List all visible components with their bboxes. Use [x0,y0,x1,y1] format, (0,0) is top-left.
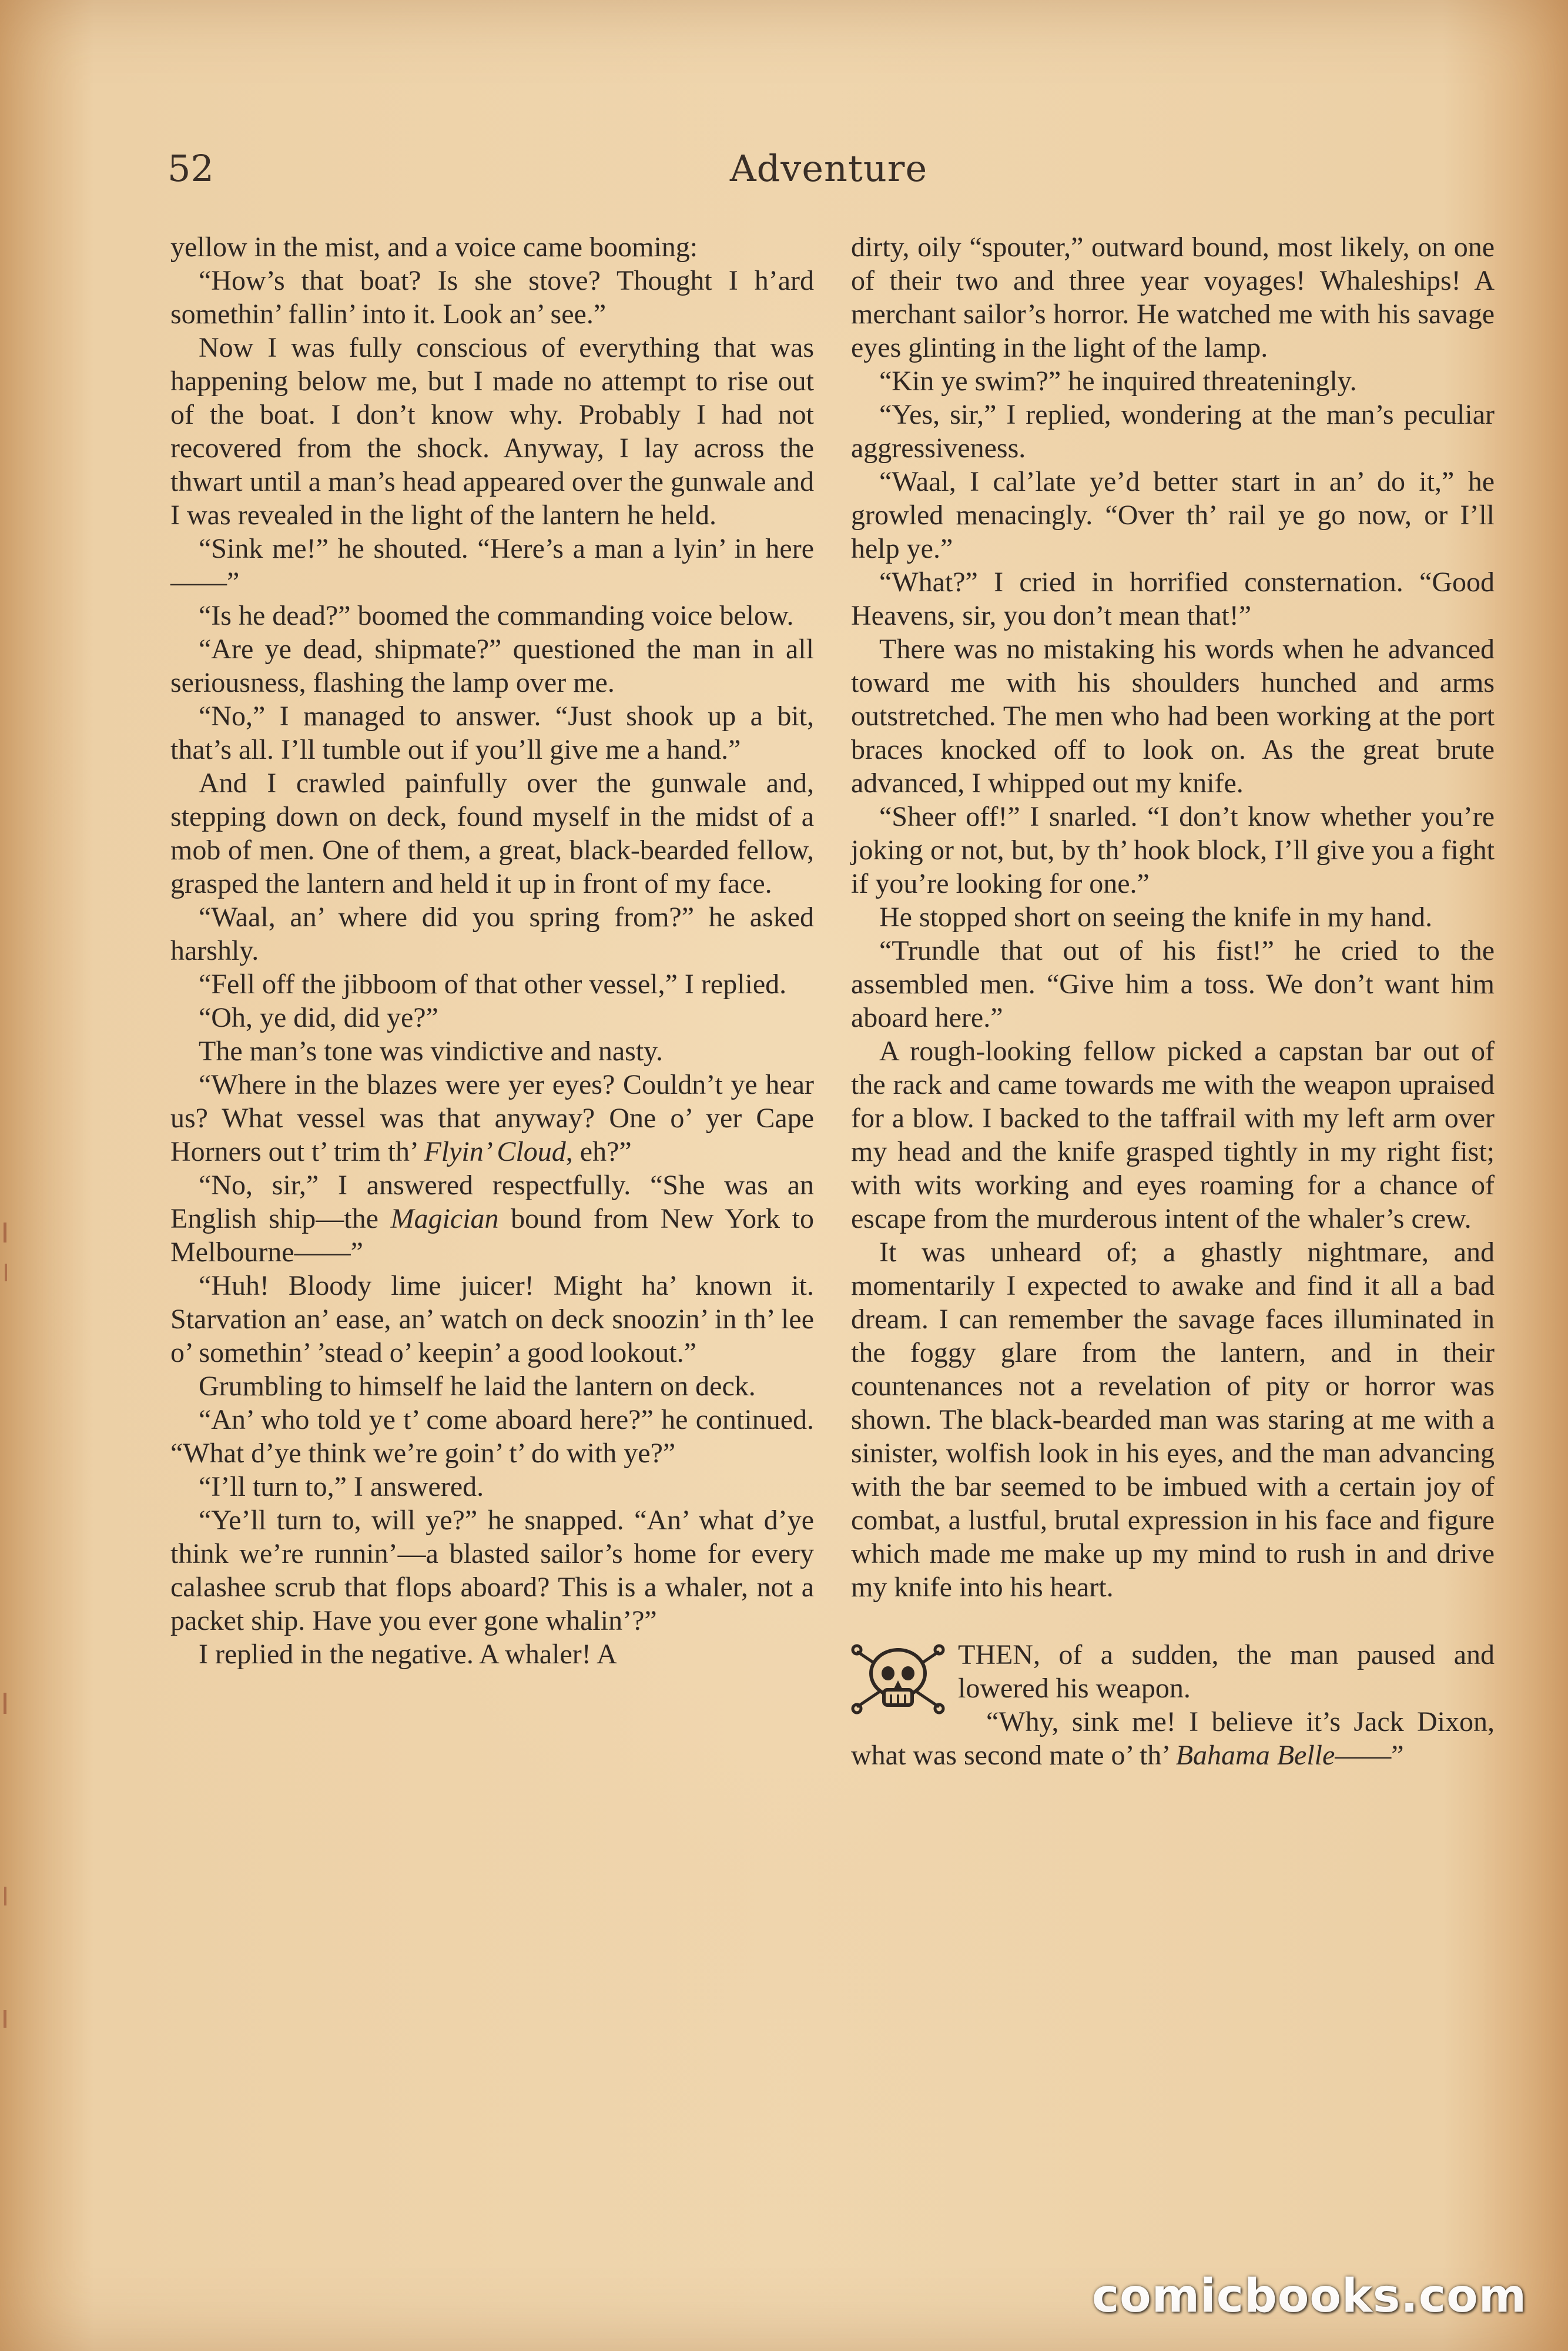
running-title: Adventure [729,147,928,190]
paragraph: “What?” I cried in horrified consternation. “Good Heavens, sir, you don’t mean that!” [851,567,1495,631]
paragraph: “I’ll turn to,” I answered. [199,1471,484,1502]
paragraph: “No,” I managed to answer. “Just shook up a bit, that’s all. I’ll tumble out if you’ll give me a hand.” [170,701,814,765]
paragraph-text: , eh?” [565,1136,632,1167]
paragraph: “An’ who told ye t’ come aboard here?” he continued. “What d’ye think we’re goin’ t’ do with ye?” [170,1404,814,1469]
ship-name: Magician [390,1203,499,1234]
paragraph: “Are ye dead, shipmate?” questioned the man in all seriousness, flashing the lamp over me. [170,634,814,698]
paragraph: “Sheer off!” I snarled. “I don’t know whether you’re joking or not, but, by th’ hook block, I’ll give you a fight if you’re looking for one.” [851,801,1495,899]
paragraph [851,1705,1495,1772]
paragraph: “Fell off the jibboom of that other vessel,” I replied. [199,969,787,1000]
paragraph: The man’s tone was vindictive and nasty. [199,1036,664,1067]
skull-and-crossed-bones-ornament [851,1640,945,1718]
right-column [851,230,1495,1772]
section-break [851,1638,1495,1772]
paragraph: “Waal, an’ where did you spring from?” he asked harshly. [170,902,814,966]
paragraph-text: “Why, sink me! I believe it’s Jack Dixon, what was second mate o’ th’ [851,1706,1495,1771]
ship-name: Bahama Belle [1175,1740,1335,1771]
paragraph: “Yes, sir,” I replied, wondering at the man’s peculiar aggressiveness. [851,399,1495,464]
page-number: 52 [167,147,214,190]
paragraph-text: “Where in the blazes were yer eyes? Couldn’t ye hear us? What vessel was that anyway? One o’ yer Cape Horners out t’ trim th’ [170,1069,814,1167]
paragraph: And I crawled painfully over the gunwale and, stepping down on deck, found myself in the midst of a mob of men. One of them, a great, black-bearded fellow, grasped the lantern and held it up in front of my face. [170,768,814,899]
paragraph: “Is he dead?” boomed the commanding voice below. [199,600,794,631]
paragraph: I replied in the negative. A whaler! A [199,1639,617,1670]
paragraph: dirty, oily “spouter,” outward bound, most likely, on one of their two and three year voyages! Whaleships! A merchant sailor’s horror. He watched me with his savage eyes glinting in the light of the lamp. [851,232,1495,363]
paragraph: A rough-looking fellow picked a capstan bar out of the rack and came towards me with the weapon upraised for a blow. I backed to the taffrail with my left arm over my head and the knife grasped tightly in my right fist; with wits working and eyes roaming for a chance of escape from the murderous intent of the whaler’s crew. [851,1036,1495,1234]
running-header [167,147,1490,206]
watermark: comicbooks.com [1091,2270,1527,2323]
paragraph-text: “No, sir,” I answered respectfully. “She was an English ship—the [170,1170,814,1234]
paragraph-text: bound from New York to Melbourne——” [170,1203,814,1268]
paragraph: “Ye’ll turn to, will ye?” he snapped. “An’ what d’ye think we’re runnin’—a blasted sailor’s home for every calashee scrub that flops aboard? This is a whaler, not a packet ship. Have you ever gone whalin’?” [170,1505,814,1636]
paragraph: “Waal, I cal’late ye’d better start in an’ do it,” he growled menacingly. “Over th’ rail ye go now, or I’ll help ye.” [851,466,1495,564]
paragraph: “Kin ye swim?” he inquired threateningly. [879,366,1357,397]
paragraph-text: ——” [1335,1740,1404,1771]
paragraph: There was no mistaking his words when he advanced toward me with his shoulders hunched and arms outstretched. The men who had been working at the port braces knocked off to look on. As the great brute advanced, I whipped out my knife. [851,634,1495,799]
paragraph: He stopped short on seeing the knife in my hand. [879,902,1433,933]
binding-edge [0,0,18,2351]
paragraph: yellow in the mist, and a voice came booming: [170,232,698,263]
paragraph [170,1168,814,1269]
paragraph: It was unheard of; a ghastly nightmare, and momentarily I expected to awake and find it all a bad dream. I can remember the savage faces illuminated in the foggy glare from the lantern, and in their countenances not a revelation of pity or horror was shown. The black-bearded man was staring at me with a sinister, wolfish look in his eyes, and the man advancing with the bar seemed to be imbued with a certain joy of combat, a lustful, brutal expression in his face and figure which made me make up my mind to rush in and drive my knife into his heart. [851,1237,1495,1603]
paragraph: “Huh! Bloody lime juicer! Might ha’ known it. Starvation an’ ease, an’ watch on deck snoozin’ in th’ lee o’ somethin’ ’stead o’ keepin’ a good lookout.” [170,1270,814,1368]
section-lead: THEN, of a sudden, the man paused and lowered his weapon. [958,1639,1495,1704]
paragraph: “Oh, ye did, did ye?” [199,1002,438,1033]
paragraph: “Sink me!” he shouted. “Here’s a man a lyin’ in here——” [170,533,814,598]
paragraph: Grumbling to himself he laid the lantern on deck. [199,1371,756,1402]
paragraph: Now I was fully conscious of everything that was happening below me, but I made no attempt to rise out of the boat. I don’t know why. Probably I had not recovered from the shock. Anyway, I lay across the thwart until a man’s head appeared over the gunwale and I was revealed in the light of the lantern he held. [170,332,814,531]
skull-icon [851,1640,945,1718]
paragraph: “How’s that boat? Is she stove? Thought I h’ard somethin’ fallin’ into it. Look an’ see.” [170,265,814,330]
left-column [170,230,814,1671]
paragraph [170,1068,814,1168]
paragraph: “Trundle that out of his fist!” he cried to the assembled men. “Give him a toss. We don’t want him aboard here.” [851,935,1495,1033]
binding-marks-graphic [0,0,18,2351]
ship-name: Flyin’ Cloud [424,1136,566,1167]
